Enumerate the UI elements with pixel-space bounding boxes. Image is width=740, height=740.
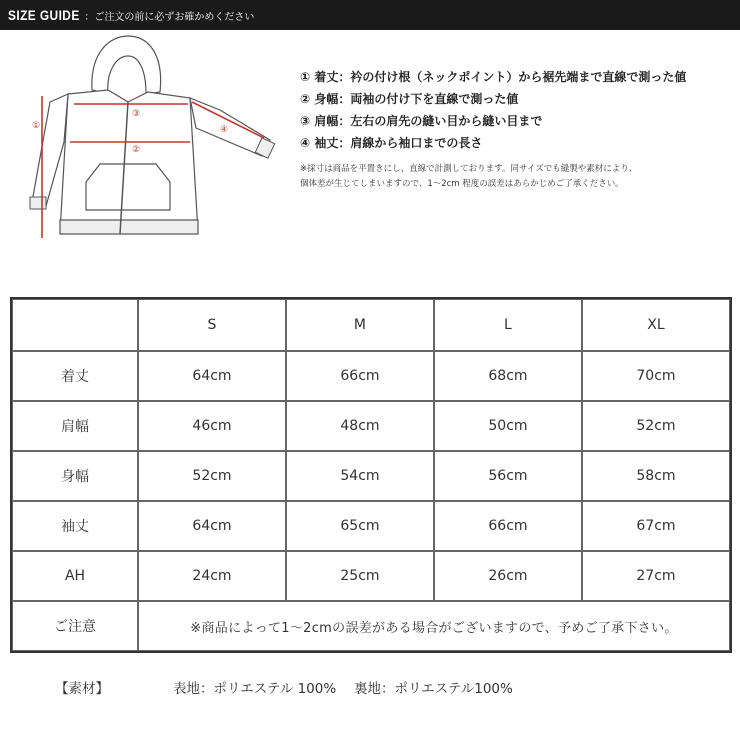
table-cell: 66cm xyxy=(434,501,582,551)
left-cuff xyxy=(30,197,46,209)
measurement-legend xyxy=(300,66,730,192)
table-cell: 66cm xyxy=(286,351,434,401)
marker-1: ① xyxy=(32,121,41,131)
column-header-s: S xyxy=(138,299,286,351)
table-row xyxy=(12,551,730,601)
table-cell: 27cm xyxy=(582,551,730,601)
table-row xyxy=(12,451,730,501)
fine-print-line-2: 個体差が生じてしまいますので、1〜2cm 程度の誤差はあらかじめご了承ください。 xyxy=(300,179,624,189)
notice-row xyxy=(12,601,730,651)
table-cell: 64cm xyxy=(138,351,286,401)
measurement-fine-print xyxy=(300,162,730,192)
legend-item-length: ① 着丈：衿の付け根（ネックポイント）から裾先端まで直線で測った値 xyxy=(300,70,687,84)
hoodie-diagram xyxy=(20,32,290,252)
hood-shape xyxy=(92,36,161,94)
table-cell: 25cm xyxy=(286,551,434,601)
size-guide-title: SIZE GUIDE xyxy=(8,7,80,23)
table-header-row xyxy=(12,299,730,351)
row-label: 肩幅 xyxy=(12,401,138,451)
material-info xyxy=(55,677,513,697)
hem-rib xyxy=(60,220,198,234)
table-row xyxy=(12,401,730,451)
table-cell: 70cm xyxy=(582,351,730,401)
legend-item-shoulder: ③ 肩幅：左右の肩先の縫い目から縫い目まで xyxy=(300,114,543,128)
table-cell: 26cm xyxy=(434,551,582,601)
row-label: 着丈 xyxy=(12,351,138,401)
material-label: 【素材】 xyxy=(55,681,109,697)
body-shape xyxy=(60,90,198,232)
kangaroo-pocket xyxy=(86,164,170,210)
marker-2: ② xyxy=(132,145,141,155)
table-cell: 52cm xyxy=(138,451,286,501)
table-cell: 50cm xyxy=(434,401,582,451)
table-cell: 54cm xyxy=(286,451,434,501)
table-cell: 67cm xyxy=(582,501,730,551)
table-row xyxy=(12,501,730,551)
material-text: 表地：ポリエステル 100% 裏地：ポリエステル100% xyxy=(173,681,513,697)
table-cell: 58cm xyxy=(582,451,730,501)
legend-item-sleeve: ④ 袖丈：肩線から袖口までの長さ xyxy=(300,136,483,150)
table-cell: 56cm xyxy=(434,451,582,501)
table-cell: 52cm xyxy=(582,401,730,451)
size-guide-header xyxy=(0,0,740,30)
row-label: 身幅 xyxy=(12,451,138,501)
table-row xyxy=(12,351,730,401)
column-header-xl: XL xyxy=(582,299,730,351)
column-header-m: M xyxy=(286,299,434,351)
size-guide-note: ：ご注文の前に必ずお確かめください xyxy=(84,11,255,23)
row-label: 袖丈 xyxy=(12,501,138,551)
marker-4: ④ xyxy=(220,125,229,135)
table-cell: 64cm xyxy=(138,501,286,551)
notice-text: ※商品によって1〜2cmの誤差がある場合がございますので、予めご了承下さい。 xyxy=(138,601,730,651)
size-table xyxy=(10,297,732,653)
table-cell: 68cm xyxy=(434,351,582,401)
legend-item-body-width: ② 身幅：両袖の付け下を直線で測った値 xyxy=(300,92,519,106)
table-cell: 24cm xyxy=(138,551,286,601)
fine-print-line-1: ※採寸は商品を平置きにし、直線で計測しております。同サイズでも縫製や素材により、 xyxy=(300,164,638,174)
table-cell: 46cm xyxy=(138,401,286,451)
table-corner-cell xyxy=(12,299,138,351)
table-cell: 65cm xyxy=(286,501,434,551)
row-label: AH xyxy=(12,551,138,601)
table-cell: 48cm xyxy=(286,401,434,451)
notice-label: ご注意 xyxy=(12,601,138,651)
column-header-l: L xyxy=(434,299,582,351)
marker-3: ③ xyxy=(132,109,141,119)
